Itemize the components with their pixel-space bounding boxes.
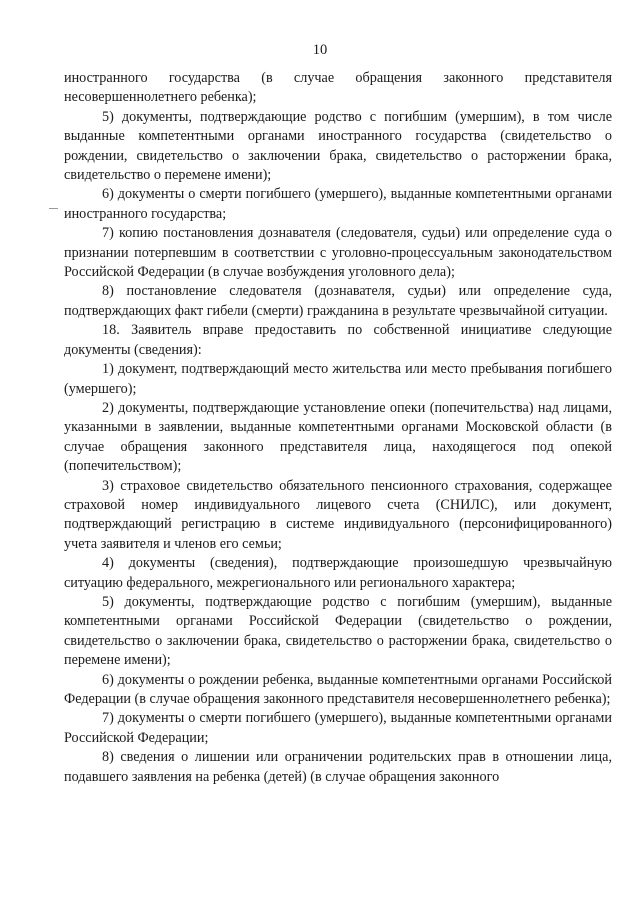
document-body (64, 69, 612, 787)
clause-18-item-3: 3) страховое свидетельство обязательного пенсионного страхования, содержащее страховой номер индивидуального лицевого счета (СНИЛС), или документ, подтверждающий регистрацию в системе индивидуального (персонифицированного) учета заявителя и членов его семьи; (64, 477, 612, 552)
scan-artifact-mark (49, 208, 58, 209)
clause-18-item-7: 7) документы о смерти погибшего (умершего), выданные компетентными органами Российской Федерации; (64, 710, 612, 746)
list-item-7-victim-ruling-copy: 7) копию постановления дознавателя (следователя, судьи) или определение суда о признании потерпевшим в соответствии с уголовно-процессуальным законодательством Российской Федерации (в случае возбуждения уголовного дела); (64, 225, 612, 281)
clause-18-item-2: 2) документы, подтверждающие установление опеки (попечительства) над лицами, указанными в заявлении, выданные компетентными органами Московской области (в случае обращения законного представителя лица, находящегося под опекой (попечительством); (64, 399, 612, 475)
list-item-8-death-confirmation-ruling: 8) постановление следователя (дознавателя, судьи) или определение суда, подтверждающих факт гибели (смерти) гражданина в результате чрезвычайной ситуации. (64, 283, 612, 319)
clause-18-heading: 18. Заявитель вправе предоставить по собственной инициативе следующие документы (сведения): (64, 322, 612, 358)
clause-18-item-6: 6) документы о рождении ребенка, выданные компетентными органами Российской Федерации (в случае обращения законного представителя несовершеннолетнего ребенка); (64, 671, 612, 707)
clause-18-item-1: 1) документ, подтверждающий место жительства или место пребывания погибшего (умершего); (64, 361, 612, 397)
clause-18-item-5: 5) документы, подтверждающие родство с погибшим (умершим), выданные компетентными органами Российской Федерации (свидетельство о рождении, свидетельство о заключении брака, свидетельство о расторжении брака, свидетельство о перемене имени); (64, 593, 612, 669)
list-item-5-foreign-kinship-documents: 5) документы, подтверждающие родство с погибшим (умершим), в том числе выданные компетентными органами иностранного государства (свидетельство о рождении, свидетельство о заключении брака, свидетельство о расторжении брака, свидетельство о перемене имени); (64, 108, 612, 184)
page-number: 10 (312, 42, 328, 58)
clause-18-item-8: 8) сведения о лишении или ограничении родительских прав в отношении лица, подавшего заявления на ребенка (детей) (в случае обращения законного (64, 749, 612, 785)
clause-18-item-4: 4) документы (сведения), подтверждающие произошедшую чрезвычайную ситуацию федерального, межрегионального или регионального характера; (64, 555, 612, 591)
paragraph-continuation: иностранного государства (в случае обращения законного представителя несовершеннолетнего ребенка); (64, 70, 612, 106)
list-item-6-foreign-death-documents: 6) документы о смерти погибшего (умершего), выданные компетентными органами иностранного государства; (64, 186, 612, 222)
